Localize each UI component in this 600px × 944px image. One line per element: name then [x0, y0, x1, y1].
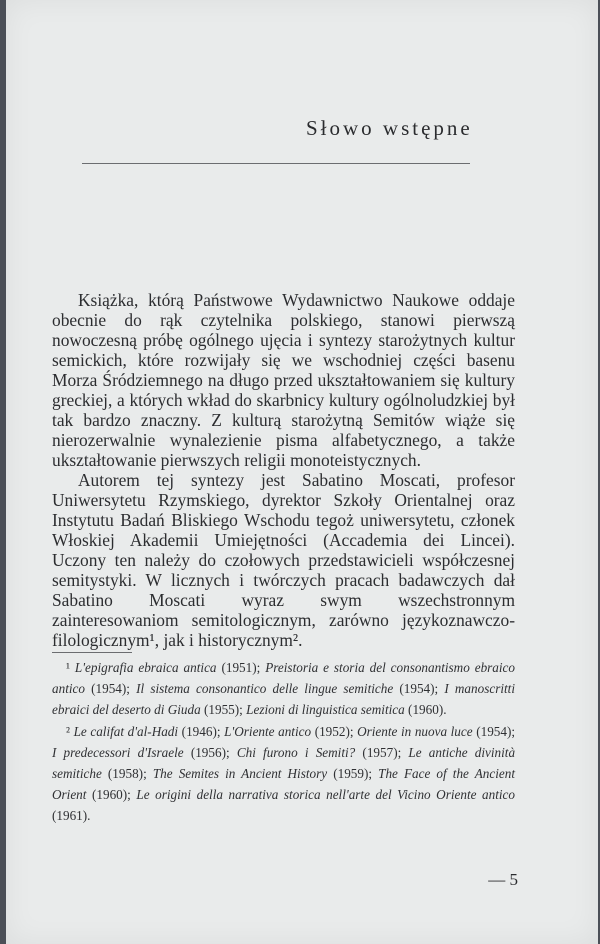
work-title: Le antiche divinità semitiche	[52, 744, 516, 782]
work-year: (1960);	[92, 787, 131, 803]
footnote-divider	[52, 652, 132, 653]
work-year: (1946);	[181, 723, 221, 739]
work-year: (1958);	[107, 766, 147, 782]
work-title: L'epigrafia ebraica antica	[74, 660, 217, 675]
work-year: (1951);	[221, 660, 261, 675]
work-year: (1952);	[314, 723, 354, 739]
work-year: (1957);	[362, 744, 402, 760]
work-year: (1960).	[408, 702, 447, 718]
work-title: Lezioni di linguistica semitica	[246, 702, 405, 718]
work-title: Oriente in nuova luce	[357, 723, 473, 739]
work-title: Il sistema consonantico delle lingue semitiche	[136, 681, 394, 697]
work-title: I predecessori d'Israele	[52, 744, 184, 760]
work-year: (1959);	[333, 766, 373, 782]
work-title: The Semites in Ancient History	[152, 766, 328, 782]
work-title: The Face of the Ancient Orient	[52, 766, 516, 803]
work-title: L'Oriente antico	[224, 723, 312, 739]
work-title: Le califat d'al-Hadi	[73, 723, 179, 739]
footnote-2	[52, 721, 515, 827]
work-year: (1955);	[204, 702, 243, 718]
work-title: I manoscritti ebraici del deserto di Giuda	[52, 681, 515, 718]
work-year: (1961).	[52, 808, 91, 824]
work-year: (1954);	[399, 681, 439, 697]
page-number: — 5	[488, 870, 518, 889]
footnote-mark: ²	[66, 723, 70, 739]
work-title: Preistoria e storia del consonantismo ebraico antico	[52, 660, 516, 697]
work-year: (1954);	[476, 723, 516, 739]
work-year: (1956);	[190, 744, 230, 760]
footnote-mark: ¹	[66, 660, 70, 675]
title-divider	[82, 163, 470, 164]
book-page	[6, 0, 598, 944]
paragraph-1: Książka, którą Państwowe Wydawnictwo Naukowe oddaje obecnie do rąk czytelnika polskiego, stanowi pierwszą nowoczesną próbę ogólnego ujęcia i syntezy starożytnych kultur semickich, które rozwijały się we wschodniej części basenu Morza Śródziemnego na długo przed ukształtowaniem się kultury greckiej, a których wkład do skarbnicy kultury ogólnoludzkiej był tak bardzo znaczny. Z kulturą starożytną Semitów wiąże się nierozerwalnie wynalezienie pisma alfabetycznego, a także ukształtowanie pierwszych religii monoteistycznych.	[52, 290, 515, 470]
work-year: (1954);	[91, 681, 130, 697]
body-text	[52, 290, 515, 650]
footnotes	[52, 657, 515, 827]
work-title: Le origini della narrativa storica nell'arte del Vicino Oriente antico	[136, 787, 515, 803]
page-title: Słowo wstępne	[306, 116, 473, 140]
paragraph-2: Autorem tej syntezy jest Sabatino Moscati, profesor Uniwersytetu Rzymskiego, dyrektor Szkoły Orientalnej oraz Instytutu Badań Bliskiego Wschodu tegoż uniwersytetu, członek Włoskiej Akademii Umiejętności (Accademia dei Lincei). Uczony ten należy do czołowych przedstawicieli współczesnej semitystyki. W licznych i twórczych pracach badawczych dał Sabatino Moscati wyraz swym wszechstronnym zainteresowaniom semitologicznym, zarówno językoznawczo-filologicznym¹, jak i historycznym².	[52, 470, 515, 650]
work-title: Chi furono i Semiti?	[236, 744, 356, 760]
footnote-1	[52, 657, 515, 721]
